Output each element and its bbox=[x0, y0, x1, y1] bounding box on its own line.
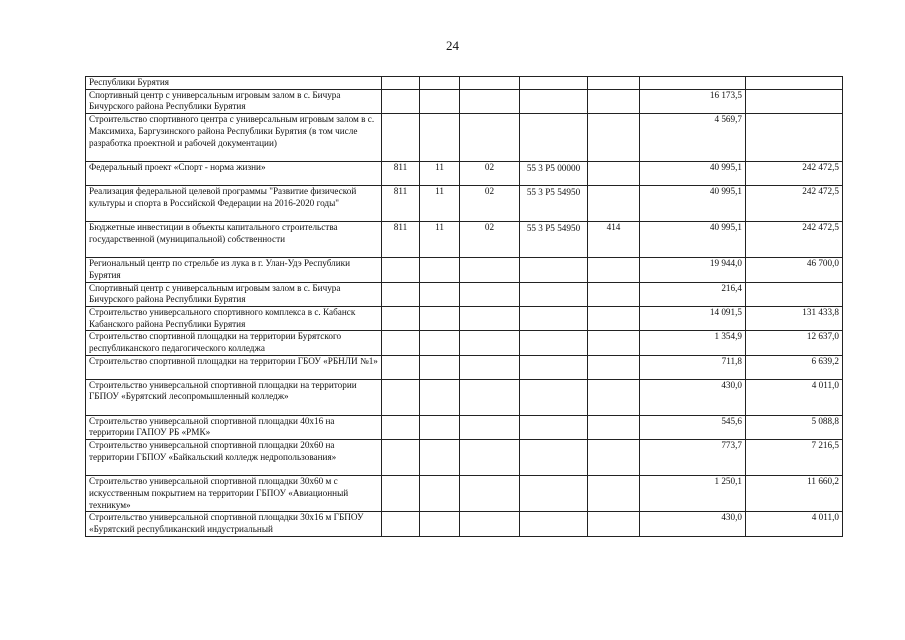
cell-amount-year1: 16 173,5 bbox=[640, 89, 746, 113]
cell-amount-year1: 216,4 bbox=[640, 282, 746, 306]
cell-name: Спортивный центр с универсальным игровым залом в с. Бичура Бичурского района Республики Бурятия bbox=[86, 89, 382, 113]
cell-amount-year1: 545,6 bbox=[640, 415, 746, 439]
table-row bbox=[86, 415, 843, 439]
cell-grbs: 811 bbox=[382, 186, 420, 222]
page-number: 24 bbox=[446, 38, 459, 53]
cell-expense-type bbox=[588, 162, 640, 186]
cell-section bbox=[420, 415, 460, 439]
cell-name: Спортивный центр с универсальным игровым залом в с. Бичура Бичурского района Республики Бурятия bbox=[86, 282, 382, 306]
cell-subsection bbox=[460, 440, 520, 476]
cell-name: Строительство универсальной спортивной площадки 30x16 м ГБПОУ «Бурятский республиканский индустриальный bbox=[86, 512, 382, 536]
cell-subsection bbox=[460, 306, 520, 330]
cell-amount-year2: 131 433,8 bbox=[746, 306, 843, 330]
cell-target-article bbox=[520, 258, 588, 282]
cell-subsection bbox=[460, 77, 520, 90]
cell-subsection bbox=[460, 258, 520, 282]
cell-name: Бюджетные инвестиции в объекты капитального строительства государственной (муниципальной) собственности bbox=[86, 222, 382, 258]
cell-name: Строительство спортивной площадки на территории Бурятского республиканского педагогического колледжа bbox=[86, 331, 382, 355]
cell-subsection: 02 bbox=[460, 222, 520, 258]
cell-grbs bbox=[382, 258, 420, 282]
cell-expense-type bbox=[588, 512, 640, 536]
cell-amount-year2 bbox=[746, 282, 843, 306]
cell-amount-year2: 242 472,5 bbox=[746, 186, 843, 222]
table-row bbox=[86, 258, 843, 282]
cell-expense-type bbox=[588, 306, 640, 330]
table-row bbox=[86, 89, 843, 113]
table-row bbox=[86, 162, 843, 186]
cell-amount-year2: 6 639,2 bbox=[746, 355, 843, 379]
cell-section bbox=[420, 512, 460, 536]
cell-expense-type bbox=[588, 282, 640, 306]
cell-expense-type: 414 bbox=[588, 222, 640, 258]
cell-amount-year2 bbox=[746, 77, 843, 90]
cell-name: Федеральный проект «Спорт - норма жизни» bbox=[86, 162, 382, 186]
cell-section bbox=[420, 89, 460, 113]
cell-grbs bbox=[382, 379, 420, 415]
cell-subsection bbox=[460, 89, 520, 113]
table-row bbox=[86, 282, 843, 306]
cell-grbs bbox=[382, 355, 420, 379]
cell-expense-type bbox=[588, 331, 640, 355]
table-row bbox=[86, 355, 843, 379]
table-row bbox=[86, 186, 843, 222]
cell-amount-year2: 46 700,0 bbox=[746, 258, 843, 282]
table-row bbox=[86, 114, 843, 162]
cell-target-article: 55 3 P5 54950 bbox=[520, 222, 588, 258]
table-row bbox=[86, 306, 843, 330]
cell-name: Строительство универсальной спортивной площадки 30x60 м с искусственным покрытием на территории ГБПОУ «Авиационный техникум» bbox=[86, 476, 382, 512]
cell-amount-year2 bbox=[746, 114, 843, 162]
cell-section bbox=[420, 355, 460, 379]
cell-section bbox=[420, 306, 460, 330]
cell-amount-year1: 430,0 bbox=[640, 512, 746, 536]
cell-expense-type bbox=[588, 440, 640, 476]
cell-section bbox=[420, 258, 460, 282]
cell-section bbox=[420, 440, 460, 476]
cell-section bbox=[420, 282, 460, 306]
cell-amount-year2: 4 011,0 bbox=[746, 512, 843, 536]
cell-amount-year2: 242 472,5 bbox=[746, 222, 843, 258]
cell-grbs bbox=[382, 331, 420, 355]
cell-target-article bbox=[520, 306, 588, 330]
cell-target-article bbox=[520, 476, 588, 512]
cell-target-article bbox=[520, 89, 588, 113]
cell-name: Республики Бурятия bbox=[86, 77, 382, 90]
cell-amount-year1: 1 250,1 bbox=[640, 476, 746, 512]
cell-section bbox=[420, 476, 460, 512]
cell-name: Строительство спортивного центра с универсальным игровым залом в с. Максимиха, Баргузинского района Республики Бурятия (в том числе разработка проектной и рабочей документации) bbox=[86, 114, 382, 162]
cell-section: 11 bbox=[420, 162, 460, 186]
cell-target-article bbox=[520, 114, 588, 162]
cell-name: Строительство спортивной площадки на территории ГБОУ «РБНЛИ №1» bbox=[86, 355, 382, 379]
cell-amount-year1: 430,0 bbox=[640, 379, 746, 415]
cell-expense-type bbox=[588, 258, 640, 282]
cell-grbs: 811 bbox=[382, 222, 420, 258]
cell-section bbox=[420, 379, 460, 415]
cell-expense-type bbox=[588, 77, 640, 90]
cell-name: Строительство универсальной спортивной площадки на территории ГБПОУ «Бурятский лесопромышленный колледж» bbox=[86, 379, 382, 415]
cell-section bbox=[420, 331, 460, 355]
cell-amount-year1: 40 995,1 bbox=[640, 162, 746, 186]
cell-subsection: 02 bbox=[460, 186, 520, 222]
cell-amount-year1: 711,8 bbox=[640, 355, 746, 379]
cell-expense-type bbox=[588, 186, 640, 222]
cell-amount-year2: 242 472,5 bbox=[746, 162, 843, 186]
table-row bbox=[86, 440, 843, 476]
cell-amount-year1: 14 091,5 bbox=[640, 306, 746, 330]
cell-amount-year1: 19 944,0 bbox=[640, 258, 746, 282]
cell-name: Строительство универсальной спортивной площадки 40x16 на территории ГАПОУ РБ «РМК» bbox=[86, 415, 382, 439]
cell-name: Строительство универсального спортивного комплекса в с. Кабанск Кабанского района Республики Бурятия bbox=[86, 306, 382, 330]
cell-amount-year2: 4 011,0 bbox=[746, 379, 843, 415]
cell-target-article bbox=[520, 282, 588, 306]
cell-target-article bbox=[520, 440, 588, 476]
cell-name: Региональный центр по стрельбе из лука в г. Улан-Удэ Республики Бурятия bbox=[86, 258, 382, 282]
cell-expense-type bbox=[588, 415, 640, 439]
cell-section bbox=[420, 77, 460, 90]
cell-target-article bbox=[520, 415, 588, 439]
cell-section: 11 bbox=[420, 186, 460, 222]
cell-subsection bbox=[460, 114, 520, 162]
cell-name: Строительство универсальной спортивной площадки 20x60 на территории ГБПОУ «Байкальский колледж недропользования» bbox=[86, 440, 382, 476]
cell-amount-year1 bbox=[640, 77, 746, 90]
cell-grbs bbox=[382, 415, 420, 439]
cell-amount-year1: 1 354,9 bbox=[640, 331, 746, 355]
cell-grbs bbox=[382, 282, 420, 306]
cell-expense-type bbox=[588, 476, 640, 512]
cell-grbs bbox=[382, 512, 420, 536]
cell-amount-year1: 40 995,1 bbox=[640, 186, 746, 222]
cell-target-article: 55 3 P5 00000 bbox=[520, 162, 588, 186]
cell-target-article bbox=[520, 331, 588, 355]
cell-target-article bbox=[520, 379, 588, 415]
cell-expense-type bbox=[588, 114, 640, 162]
cell-subsection bbox=[460, 476, 520, 512]
cell-grbs bbox=[382, 476, 420, 512]
cell-amount-year2: 5 088,8 bbox=[746, 415, 843, 439]
table-row bbox=[86, 476, 843, 512]
cell-amount-year2: 7 216,5 bbox=[746, 440, 843, 476]
cell-target-article bbox=[520, 512, 588, 536]
cell-grbs bbox=[382, 440, 420, 476]
cell-subsection bbox=[460, 512, 520, 536]
cell-expense-type bbox=[588, 379, 640, 415]
cell-amount-year1: 4 569,7 bbox=[640, 114, 746, 162]
cell-grbs: 811 bbox=[382, 162, 420, 186]
cell-target-article: 55 3 P5 54950 bbox=[520, 186, 588, 222]
table-row bbox=[86, 512, 843, 536]
cell-section: 11 bbox=[420, 222, 460, 258]
cell-subsection bbox=[460, 379, 520, 415]
cell-subsection bbox=[460, 331, 520, 355]
cell-subsection: 02 bbox=[460, 162, 520, 186]
cell-subsection bbox=[460, 282, 520, 306]
cell-amount-year1: 40 995,1 bbox=[640, 222, 746, 258]
cell-target-article bbox=[520, 355, 588, 379]
cell-grbs bbox=[382, 77, 420, 90]
cell-subsection bbox=[460, 415, 520, 439]
cell-expense-type bbox=[588, 89, 640, 113]
cell-subsection bbox=[460, 355, 520, 379]
cell-grbs bbox=[382, 89, 420, 113]
cell-grbs bbox=[382, 114, 420, 162]
cell-amount-year1: 773,7 bbox=[640, 440, 746, 476]
table-row bbox=[86, 331, 843, 355]
cell-amount-year2: 11 660,2 bbox=[746, 476, 843, 512]
cell-amount-year2 bbox=[746, 89, 843, 113]
cell-grbs bbox=[382, 306, 420, 330]
cell-amount-year2: 12 637,0 bbox=[746, 331, 843, 355]
budget-table bbox=[85, 76, 843, 537]
cell-target-article bbox=[520, 77, 588, 90]
table-row bbox=[86, 77, 843, 90]
cell-name: Реализация федеральной целевой программы "Развитие физической культуры и спорта в Российской Федерации на 2016-2020 годы" bbox=[86, 186, 382, 222]
cell-section bbox=[420, 114, 460, 162]
table-row bbox=[86, 379, 843, 415]
cell-expense-type bbox=[588, 355, 640, 379]
table-row bbox=[86, 222, 843, 258]
